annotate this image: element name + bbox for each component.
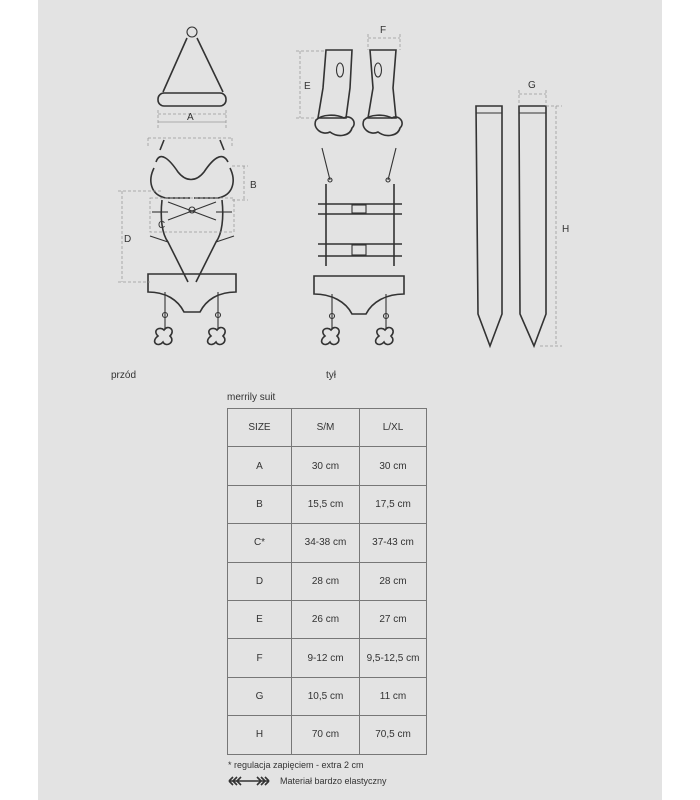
back-label: tył <box>326 370 336 381</box>
table-cell: 37-43 cm <box>360 524 427 562</box>
product-name: merrily suit <box>227 392 276 403</box>
table-cell: 26 cm <box>292 600 360 638</box>
back-bodysuit-drawing <box>314 148 404 344</box>
table-cell: 30 cm <box>360 447 427 485</box>
table-row <box>228 485 427 523</box>
table-cell: 30 cm <box>292 447 360 485</box>
table-cell: 10,5 cm <box>292 677 360 715</box>
front-label: przód <box>111 370 137 381</box>
table-cell: 70 cm <box>292 716 360 754</box>
size-table <box>227 408 427 755</box>
table-header-cell: S/M <box>292 409 360 447</box>
hat-drawing <box>158 27 226 128</box>
table-cell: 11 cm <box>360 677 427 715</box>
table-row <box>228 447 427 485</box>
table-row <box>228 716 427 754</box>
table-row <box>228 639 427 677</box>
table-cell: 9-12 cm <box>292 639 360 677</box>
table-cell: F <box>228 639 292 677</box>
table-cell: G <box>228 677 292 715</box>
footnote: * regulacja zapięciem - extra 2 cm <box>228 760 364 770</box>
letter-d: D <box>124 234 132 245</box>
letter-e: E <box>304 81 311 92</box>
stretch-arrows-icon <box>228 776 270 786</box>
table-cell: 28 cm <box>360 562 427 600</box>
table-cell: 27 cm <box>360 600 427 638</box>
table-cell: 28 cm <box>292 562 360 600</box>
table-cell: A <box>228 447 292 485</box>
table-row <box>228 677 427 715</box>
table-cell: B <box>228 485 292 523</box>
table-header-cell: SIZE <box>228 409 292 447</box>
table-row <box>228 524 427 562</box>
letter-c: C <box>158 220 166 231</box>
table-cell: 34-38 cm <box>292 524 360 562</box>
table-cell: 70,5 cm <box>360 716 427 754</box>
table-cell: D <box>228 562 292 600</box>
table-cell: H <box>228 716 292 754</box>
letter-f: F <box>380 25 387 36</box>
table-cell: 15,5 cm <box>292 485 360 523</box>
stockings-drawing <box>476 80 569 346</box>
table-cell: 17,5 cm <box>360 485 427 523</box>
gloves-drawing <box>296 25 402 135</box>
letter-g: G <box>528 80 536 91</box>
letter-b: B <box>250 180 257 191</box>
table-cell: E <box>228 600 292 638</box>
elastic-note: Materiał bardzo elastyczny <box>280 776 387 786</box>
front-bodysuit-drawing <box>118 138 257 344</box>
table-header-row <box>228 409 427 447</box>
letter-a: A <box>187 112 194 123</box>
letter-h: H <box>562 224 570 235</box>
table-cell: C* <box>228 524 292 562</box>
table-header-cell: L/XL <box>360 409 427 447</box>
table-row <box>228 562 427 600</box>
table-row <box>228 600 427 638</box>
table-cell: 9,5-12,5 cm <box>360 639 427 677</box>
